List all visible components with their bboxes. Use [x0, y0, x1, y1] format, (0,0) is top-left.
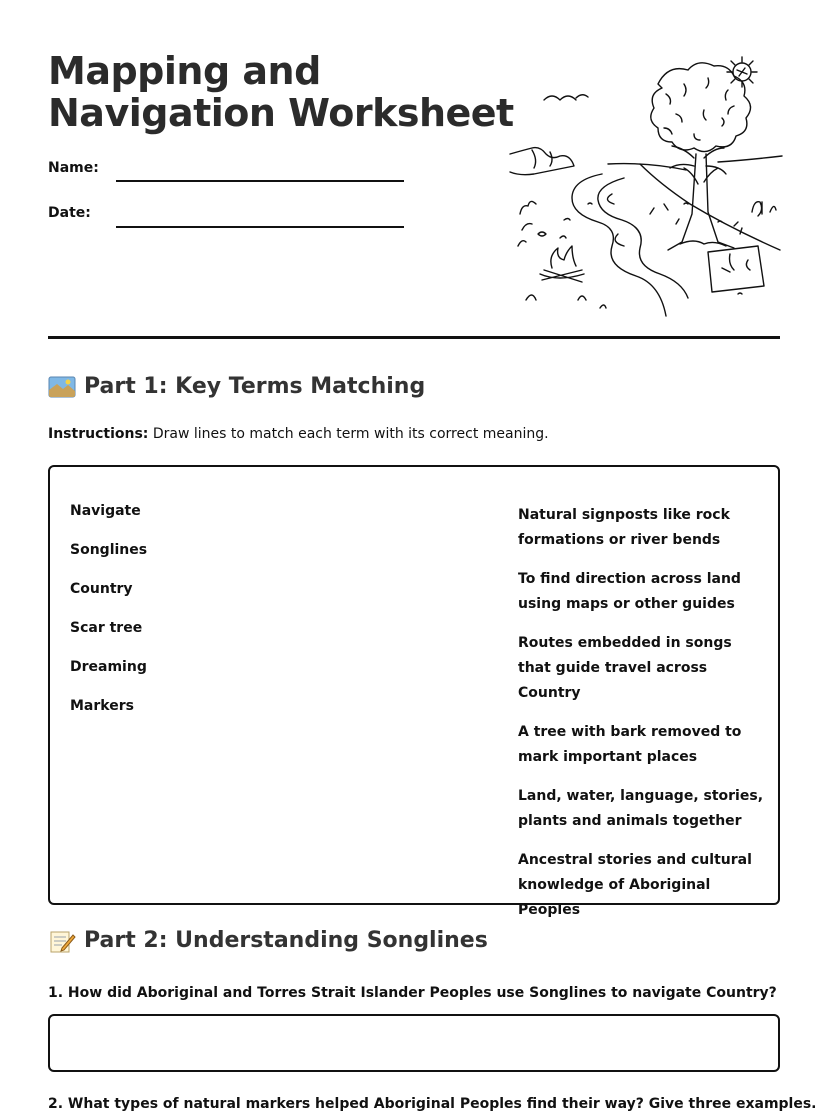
tree-icon	[651, 63, 751, 250]
name-field[interactable]	[116, 180, 404, 182]
birds-icon	[544, 95, 588, 100]
instructions-label: Instructions:	[48, 426, 149, 442]
landscape-illustration	[508, 54, 784, 320]
term-item[interactable]: Markers	[70, 698, 134, 714]
answer-1-field[interactable]	[48, 1014, 780, 1072]
matching-box	[48, 465, 780, 918]
campfire-icon	[540, 246, 584, 282]
memo-icon	[48, 929, 76, 953]
part2-heading	[48, 928, 488, 953]
map-icon	[48, 375, 76, 399]
river-icon	[572, 174, 688, 316]
rocks-icon	[538, 219, 570, 239]
part2-title: Part 2: Understanding Songlines	[84, 928, 488, 953]
definition-item[interactable]: Routes embedded in songs that guide travel across Country	[518, 635, 732, 701]
part1-heading	[48, 374, 425, 399]
definition-item[interactable]: Land, water, language, stories, plants and animals together	[518, 788, 764, 829]
term-list	[70, 503, 147, 737]
title-line-1: Mapping and	[48, 49, 321, 93]
date-label: Date:	[48, 205, 91, 221]
date-field[interactable]	[116, 226, 404, 228]
map-icon	[708, 246, 764, 292]
name-label: Name:	[48, 160, 99, 176]
instructions	[48, 426, 549, 442]
definition-item[interactable]: Ancestral stories and cultural knowledge of Aboriginal Peoples	[518, 852, 752, 918]
shrub-icon	[518, 201, 606, 308]
term-item[interactable]: Songlines	[70, 542, 148, 558]
term-item[interactable]: Dreaming	[70, 659, 147, 675]
question-2: 2. What types of natural markers helped Aboriginal Peoples find their way? Give three examples.	[48, 1096, 817, 1112]
title-line-2: Navigation Worksheet	[48, 91, 514, 135]
definition-item[interactable]: A tree with bark removed to mark important places	[518, 724, 742, 765]
term-item[interactable]: Country	[70, 581, 133, 597]
definition-item[interactable]: Natural signposts like rock formations or river bends	[518, 507, 730, 548]
part1-title: Part 1: Key Terms Matching	[84, 374, 426, 399]
question-1: 1. How did Aboriginal and Torres Strait Islander Peoples use Songlines to navigate Country?	[48, 985, 777, 1001]
page-title	[48, 50, 514, 134]
hills-icon	[510, 148, 574, 175]
instructions-text: Draw lines to match each term with its correct meaning.	[148, 426, 549, 442]
definition-item[interactable]: To find direction across land using maps or other guides	[518, 571, 741, 612]
term-item[interactable]: Scar tree	[70, 620, 143, 636]
term-item[interactable]: Navigate	[70, 503, 141, 519]
header-divider	[48, 336, 780, 339]
definition-list	[518, 503, 768, 937]
